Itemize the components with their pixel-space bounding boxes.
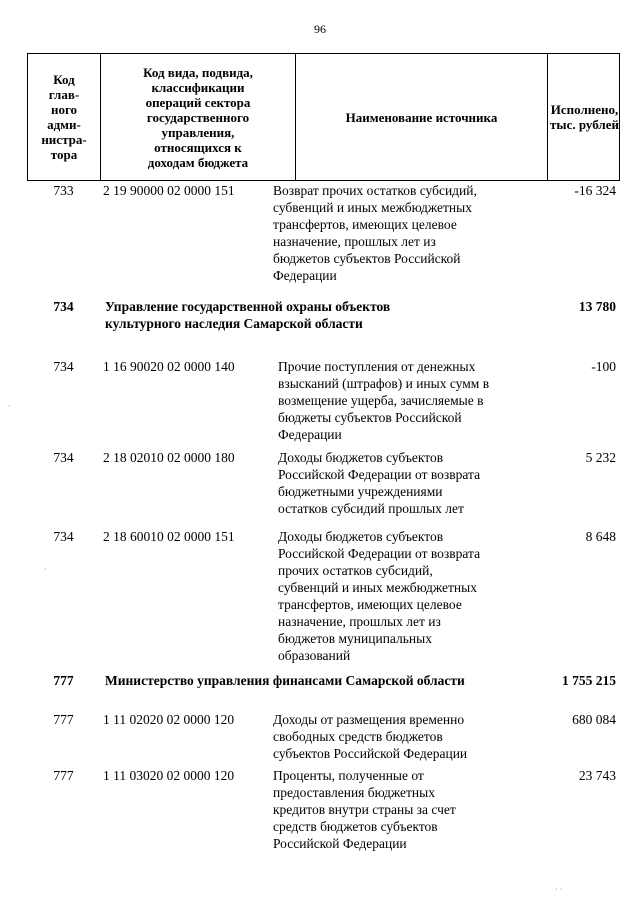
admin-code: 777 (53, 712, 74, 727)
scan-mark: · (44, 565, 47, 574)
scan-mark: · · (555, 885, 563, 894)
amount: 23 743 (578, 768, 616, 783)
amount: 680 084 (572, 712, 616, 727)
header-kbk-code: Код вида, подвида, классификации операций сектора государственного управления, относящихся к доходам бюджета (101, 54, 296, 180)
header-admin-code: Код глав- ного адми- нистра- тора (28, 54, 101, 180)
kbk-code: 2 19 90000 02 0000 151 (103, 183, 235, 198)
header-executed: Исполнено, тыс. рублей (550, 102, 619, 132)
admin-code: 734 (53, 359, 74, 374)
kbk-code: 2 18 60010 02 0000 151 (103, 529, 235, 544)
scan-mark: · (8, 402, 11, 411)
table-header (27, 53, 620, 181)
amount: 13 780 (578, 299, 616, 314)
kbk-code: 1 16 90020 02 0000 140 (103, 359, 235, 374)
page-number: 96 (314, 22, 326, 36)
administrator-title: Управление государственной охраны объектов культурного наследия Самарской области (105, 299, 391, 331)
admin-code: 734 (53, 299, 74, 314)
source-name: Прочие поступления от денежных взысканий (штрафов) и иных сумм в возмещение ущерба, зачисляемые в бюджеты субъектов Российской Федерации (278, 359, 490, 442)
admin-code: 777 (53, 768, 74, 783)
amount: 1 755 215 (562, 673, 616, 688)
kbk-code: 2 18 02010 02 0000 180 (103, 450, 235, 465)
admin-code: 734 (53, 450, 74, 465)
source-name: Доходы от размещения временно свободных средств бюджетов субъектов Российской Федерации (273, 712, 468, 761)
amount: 5 232 (585, 450, 616, 465)
source-name: Доходы бюджетов субъектов Российской Федерации от возврата прочих остатков субсидий, субвенций и иных межбюджетных трансфертов, имеющих целевое назначение, прошлых лет из бюджетов муниципальных образований (278, 529, 481, 663)
admin-code: 777 (53, 673, 74, 688)
source-name: Доходы бюджетов субъектов Российской Федерации от возврата бюджетными учреждениями остатков субсидий прошлых лет (278, 450, 481, 516)
kbk-code: 1 11 02020 02 0000 120 (103, 712, 235, 727)
amount: -100 (591, 359, 616, 374)
header-source-name: Наименование источника (296, 54, 548, 180)
administrator-title: Министерство управления финансами Самарской области (105, 673, 465, 688)
admin-code: 733 (53, 183, 74, 198)
amount: -16 324 (574, 183, 616, 198)
source-name: Возврат прочих остатков субсидий, субвенций и иных межбюджетных трансфертов, имеющих целевое назначение, прошлых лет из бюджетов субъектов Российской Федерации (273, 183, 477, 283)
kbk-code: 1 11 03020 02 0000 120 (103, 768, 235, 783)
admin-code: 734 (53, 529, 74, 544)
source-name: Проценты, полученные от предоставления бюджетных кредитов внутри страны за счет средств бюджетов субъектов Российской Федерации (273, 768, 456, 851)
amount: 8 648 (585, 529, 616, 544)
